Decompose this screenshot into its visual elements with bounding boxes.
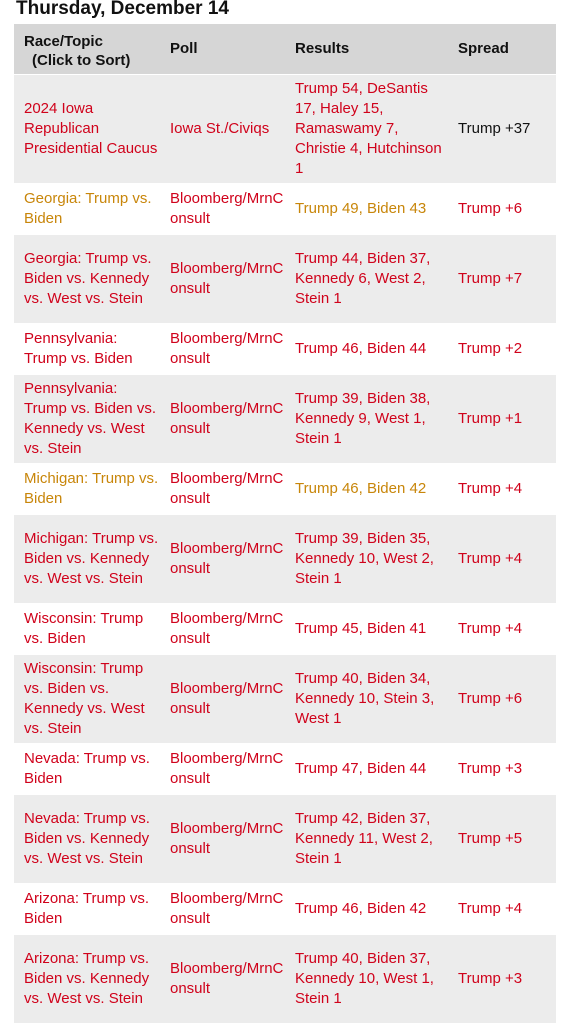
table-row xyxy=(14,744,556,794)
table-row xyxy=(14,324,556,374)
table-row xyxy=(14,934,556,1024)
results-cell: Trump 40, Biden 37, Kennedy 10, West 1, Stein 1 xyxy=(285,934,448,1024)
race-header-label: Race/Topic xyxy=(24,33,103,50)
poll-link[interactable]: Bloomberg/MrnConsult xyxy=(160,744,285,794)
spread-cell: Trump +3 xyxy=(448,744,556,794)
table-row xyxy=(14,514,556,604)
sort-race-header[interactable] xyxy=(14,24,160,74)
poll-link[interactable]: Bloomberg/MrnConsult xyxy=(160,604,285,654)
poll-link[interactable]: Bloomberg/MrnConsult xyxy=(160,464,285,514)
results-cell: Trump 39, Biden 35, Kennedy 10, West 2, Stein 1 xyxy=(285,514,448,604)
results-cell: Trump 47, Biden 44 xyxy=(285,744,448,794)
race-link[interactable]: Michigan: Trump vs. Biden xyxy=(14,464,160,514)
race-link[interactable]: 2024 Iowa Republican Presidential Caucus xyxy=(14,74,160,184)
race-link[interactable]: Georgia: Trump vs. Biden xyxy=(14,184,160,234)
spread-cell: Trump +1 xyxy=(448,374,556,464)
spread-cell: Trump +2 xyxy=(448,324,556,374)
race-link[interactable]: Nevada: Trump vs. Biden xyxy=(14,744,160,794)
results-cell: Trump 39, Biden 38, Kennedy 9, West 1, Stein 1 xyxy=(285,374,448,464)
polls-table xyxy=(14,24,556,1025)
race-link[interactable]: Georgia: Trump vs. Biden vs. Kennedy vs. West vs. Stein xyxy=(14,234,160,324)
spread-cell: Trump +4 xyxy=(448,604,556,654)
table-row xyxy=(14,234,556,324)
results-cell: Trump 44, Biden 37, Kennedy 6, West 2, Stein 1 xyxy=(285,234,448,324)
race-link[interactable]: Nevada: Trump vs. Biden vs. Kennedy vs. West vs. Stein xyxy=(14,794,160,884)
poll-link[interactable]: Bloomberg/MrnConsult xyxy=(160,514,285,604)
results-cell: Trump 49, Biden 43 xyxy=(285,184,448,234)
spread-header: Spread xyxy=(448,24,556,74)
results-cell: Trump 42, Biden 37, Kennedy 11, West 2, Stein 1 xyxy=(285,794,448,884)
poll-link[interactable]: Bloomberg/MrnConsult xyxy=(160,794,285,884)
results-cell: Trump 46, Biden 44 xyxy=(285,324,448,374)
results-cell: Trump 46, Biden 42 xyxy=(285,464,448,514)
table-row xyxy=(14,74,556,184)
poll-link[interactable]: Bloomberg/MrnConsult xyxy=(160,184,285,234)
spread-cell: Trump +7 xyxy=(448,234,556,324)
race-link[interactable]: Wisconsin: Trump vs. Biden xyxy=(14,604,160,654)
spread-cell: Trump +6 xyxy=(448,184,556,234)
spread-cell: Trump +3 xyxy=(448,934,556,1024)
poll-header: Poll xyxy=(160,24,285,74)
table-row xyxy=(14,184,556,234)
click-to-sort-label: (Click to Sort) xyxy=(32,52,131,69)
spread-cell: Trump +37 xyxy=(448,74,556,184)
results-cell: Trump 54, DeSantis 17, Haley 15, Ramaswamy 7, Christie 4, Hutchinson 1 xyxy=(285,74,448,184)
spread-cell: Trump +5 xyxy=(448,794,556,884)
spread-cell: Trump +4 xyxy=(448,514,556,604)
poll-link[interactable]: Bloomberg/MrnConsult xyxy=(160,884,285,934)
race-link[interactable]: Arizona: Trump vs. Biden xyxy=(14,884,160,934)
table-header-row xyxy=(14,24,556,74)
table-row xyxy=(14,654,556,744)
poll-link[interactable]: Bloomberg/MrnConsult xyxy=(160,324,285,374)
poll-link[interactable]: Bloomberg/MrnConsult xyxy=(160,934,285,1024)
results-cell: Trump 40, Biden 34, Kennedy 10, Stein 3, West 1 xyxy=(285,654,448,744)
race-link[interactable]: Michigan: Trump vs. Biden vs. Kennedy vs. West vs. Stein xyxy=(14,514,160,604)
results-header: Results xyxy=(285,24,448,74)
poll-link[interactable]: Bloomberg/MrnConsult xyxy=(160,374,285,464)
date-heading: Thursday, December 14 xyxy=(16,0,229,19)
table-row xyxy=(14,794,556,884)
race-link[interactable]: Pennsylvania: Trump vs. Biden xyxy=(14,324,160,374)
table-row xyxy=(14,604,556,654)
results-cell: Trump 46, Biden 42 xyxy=(285,884,448,934)
table-row xyxy=(14,374,556,464)
spread-cell: Trump +6 xyxy=(448,654,556,744)
spread-cell: Trump +4 xyxy=(448,464,556,514)
poll-link[interactable]: Bloomberg/MrnConsult xyxy=(160,654,285,744)
poll-link[interactable]: Bloomberg/MrnConsult xyxy=(160,234,285,324)
spread-cell: Trump +4 xyxy=(448,884,556,934)
results-cell: Trump 45, Biden 41 xyxy=(285,604,448,654)
table-row xyxy=(14,464,556,514)
table-row xyxy=(14,884,556,934)
race-link[interactable]: Wisconsin: Trump vs. Biden vs. Kennedy vs. West vs. Stein xyxy=(14,654,160,744)
poll-link[interactable]: Iowa St./Civiqs xyxy=(160,74,285,184)
race-link[interactable]: Pennsylvania: Trump vs. Biden vs. Kennedy vs. West vs. Stein xyxy=(14,374,160,464)
race-link[interactable]: Arizona: Trump vs. Biden vs. Kennedy vs. West vs. Stein xyxy=(14,934,160,1024)
